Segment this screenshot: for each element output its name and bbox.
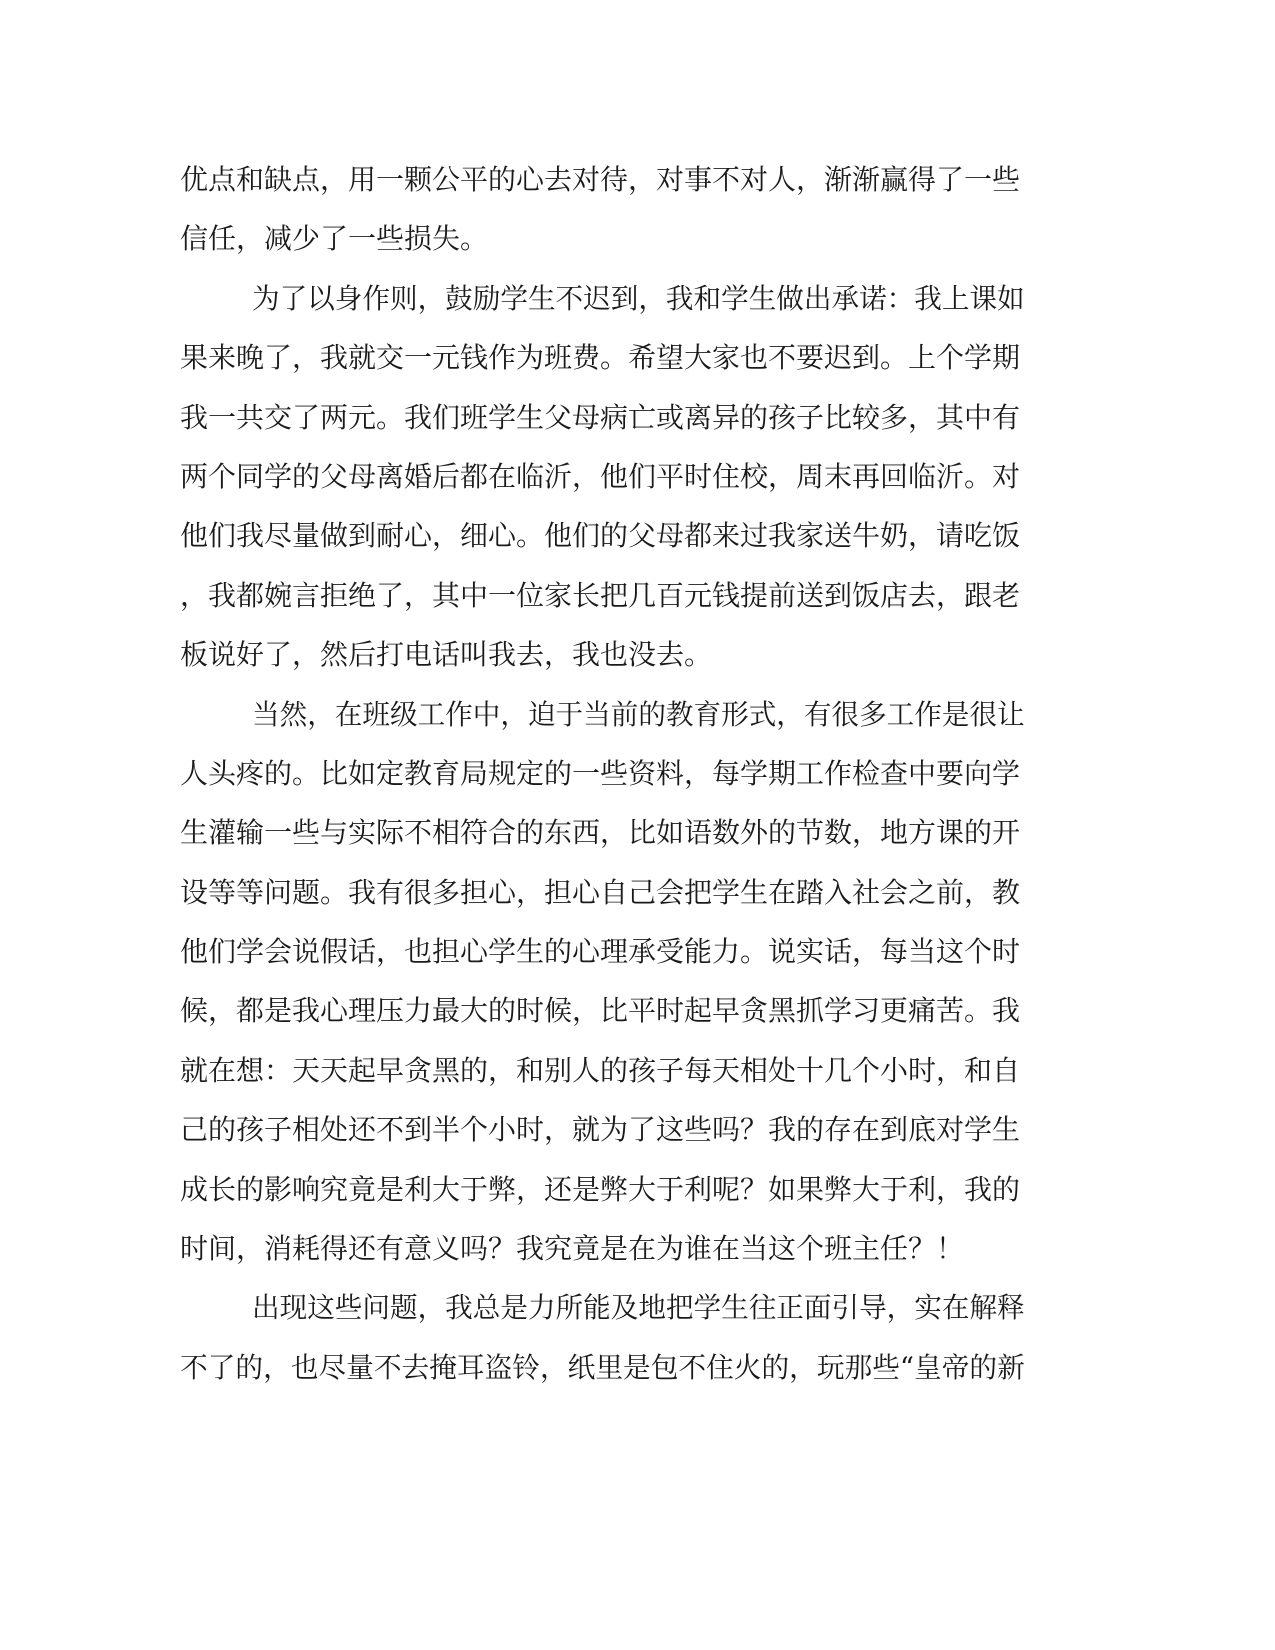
text-line: 候，都是我心理压力最大的时候，比平时起早贪黑抓学习更痛苦。我 bbox=[180, 994, 1021, 1028]
text-line: 果来晚了，我就交一元钱作为班费。希望大家也不要迟到。上个学期 bbox=[180, 341, 1021, 375]
text-line: 他们学会说假话，也担心学生的心理承受能力。说实话，每当这个时 bbox=[180, 935, 1021, 969]
text-line: 时间，消耗得还有意义吗？我究竟是在为谁在当这个班主任？！ bbox=[180, 1232, 965, 1266]
text-line: 生灌输一些与实际不相符合的东西，比如语数外的节数，地方课的开 bbox=[180, 816, 1021, 850]
paragraph-first-line: 当然，在班级工作中，迫于当前的教育形式，有很多工作是很让 bbox=[252, 697, 1025, 731]
text-line: 己的孩子相处还不到半个小时，就为了这些吗？我的存在到底对学生 bbox=[180, 1113, 1021, 1147]
text-line: 他们我尽量做到耐心，细心。他们的父母都来过我家送牛奶，请吃饭 bbox=[180, 519, 1021, 553]
text-line: 我一共交了两元。我们班学生父母病亡或离异的孩子比较多，其中有 bbox=[180, 400, 1021, 434]
paragraph-first-line: 出现这些问题，我总是力所能及地把学生往正面引导，实在解释 bbox=[252, 1291, 1025, 1325]
text-line: 设等等问题。我有很多担心，担心自己会把学生在踏入社会之前，教 bbox=[180, 875, 1021, 909]
text-line: 人头疼的。比如定教育局规定的一些资料，每学期工作检查中要向学 bbox=[180, 756, 1021, 790]
paragraph-first-line: 为了以身作则，鼓励学生不迟到，我和学生做出承诺：我上课如 bbox=[252, 281, 1025, 315]
text-line: 优点和缺点，用一颗公平的心去对待，对事不对人，渐渐赢得了一些 bbox=[180, 163, 1021, 196]
text-line: 就在想：天天起早贪黑的，和别人的孩子每天相处十几个小时，和自 bbox=[180, 1053, 1021, 1087]
text-line: 两个同学的父母离婚后都在临沂，他们平时住校，周末再回临沂。对 bbox=[180, 459, 1021, 493]
text-line: 不了的，也尽量不去掩耳盗铃，纸里是包不住火的，玩那些“皇帝的新 bbox=[180, 1350, 1025, 1384]
text-line: 成长的影响究竟是利大于弊，还是弊大于利呢？如果弊大于利，我的 bbox=[180, 1172, 1021, 1206]
text-line: 板说好了，然后打电话叫我去，我也没去。 bbox=[180, 638, 713, 672]
text-line: 信任，减少了一些损失。 bbox=[180, 222, 489, 256]
text-line: ，我都婉言拒绝了，其中一位家长把几百元钱提前送到饭店去，跟老 bbox=[180, 578, 1021, 612]
document-body bbox=[180, 150, 1025, 1397]
